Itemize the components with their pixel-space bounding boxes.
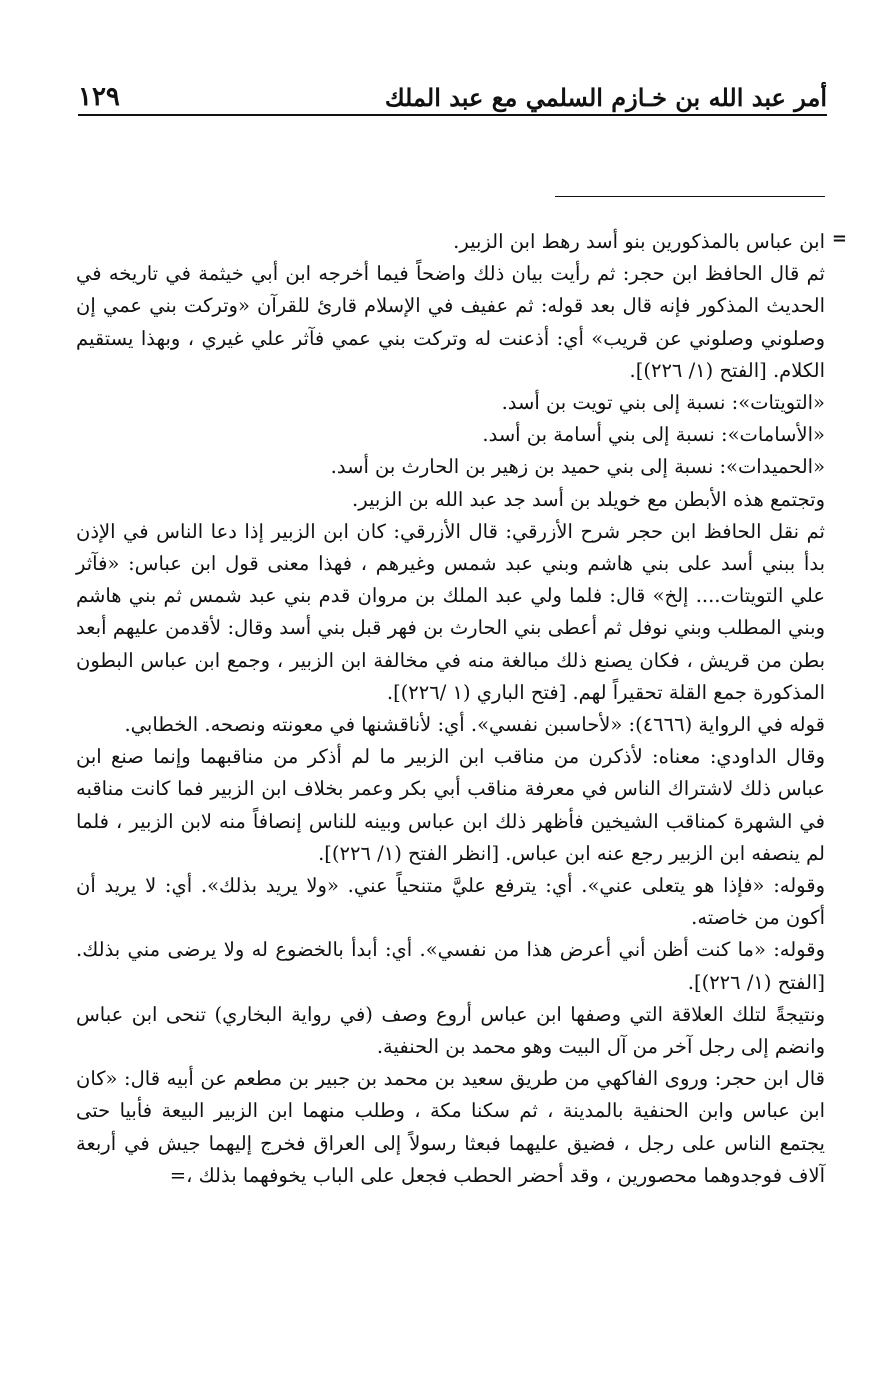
paragraph: وتجتمع هذه الأبطن مع خويلد بن أسد جد عبد الله بن الزبير. <box>352 487 825 511</box>
paragraph: ثم قال الحافظ ابن حجر: ثم رأيت بيان ذلك واضحاً فيما أخرجه ابن أبي خيثمة في تاريخه في الحديث المذكور فإنه قال بعد قوله: ثم عفيف في الإسلام قارئ للقرآن «وتركت بني عمي إن وصلوني وصلوني عن قريب» أي: أذعنت له وتركت بني عمي فآثر علي غيري ، وبهذا يستقيم الكلام. [الفتح (١/ ٢٢٦)]. <box>76 262 825 382</box>
paragraph: «الحميدات»: نسبة إلى بني حميد بن زهير بن الحارث بن أسد. <box>330 455 825 479</box>
paragraph: «التويتات»: نسبة إلى بني تويت بن أسد. <box>501 391 825 415</box>
page-number: ١٢٩ <box>78 82 120 112</box>
paragraph: وقوله: «فإذا هو يتعلى عني». أي: يترفع عليَّ متنحياً عني. «ولا يريد بذلك». أي: لا يريد أن أكون من خاصته. <box>76 874 825 930</box>
page-header <box>78 76 827 116</box>
paragraph: «الأسامات»: نسبة إلى بني أسامة بن أسد. <box>482 423 825 447</box>
continuation-mark: = <box>831 228 847 249</box>
paragraph: قوله في الرواية (٤٦٦٦): «لأحاسبن نفسي». أي: لأناقشنها في معونته ونصحه. الخطابي. <box>124 713 825 737</box>
paragraph: ابن عباس بالمذكورين بنو أسد رهط ابن الزبير. <box>453 230 825 253</box>
paragraph: ثم نقل الحافظ ابن حجر شرح الأزرقي: قال الأزرقي: كان ابن الزبير إذا دعا الناس في الإذن بدأ ببني أسد على بني هاشم وبني عبد شمس وغيرهم ، فهذا معنى قول ابن عباس: «فآثر علي التويتات.... إلخ» قال: فلما ولي عبد الملك بن مروان قدم بني عبد شمس ثم بني هاشم وبني المطلب وبني نوفل ثم أعطى بني الحارث بن فهر قبل بني أسد وقال: لأقدمن عليهم أبعد بطن من قريش ، فكان يصنع ذلك مبالغة منه في مخالفة ابن الزبير ، وجمع ابن عباس البطون المذكورة جمع القلة تحقيراً لهم. [فتح الباري (١ /٢٢٦)]. <box>76 519 825 704</box>
paragraph: قال ابن حجر: وروى الفاكهي من طريق سعيد بن محمد بن جبير بن مطعم عن أبيه قال: «كان ابن عباس وابن الحنفية بالمدينة ، ثم سكنا مكة ، وطلب منهما ابن الزبير البيعة فأبيا حتى يجتمع الناس على رجل ، فضيق عليهما فبعثا رسولاً إلى العراق فخرج إليهما جيش في أربعة آلاف فوجدوهما محصورين ، وقد أحضر الحطب فجعل على الباب يخوفهما بذلك ،= <box>76 1067 825 1187</box>
paragraph: وقال الداودي: معناه: لأذكرن من مناقب ابن الزبير ما لم أذكر من مناقبهما وإنما صنع ابن عباس ذلك لاشتراك الناس في معرفة مناقب أبي بكر وعمر بخلاف ابن الزبير فما كانت مناقبه في الشهرة كمناقب الشيخين فأظهر ذلك ابن عباس وبينه للناس إنصافاً منه لابن الزبير ، فلما لم ينصفه ابن الزبير رجع عنه ابن عباس. [انظر الفتح (١/ ٢٢٦)]. <box>76 745 825 865</box>
paragraph: وقوله: «ما كنت أظن أني أعرض هذا من نفسي». أي: أبدأ بالخضوع له ولا يرضى مني بذلك. [الفتح (١/ ٢٢٦)]. <box>76 938 825 994</box>
paragraph: ونتيجةً لتلك العلاقة التي وصفها ابن عباس أروع وصف (في رواية البخاري) تنحى ابن عباس وانضم إلى رجل آخر من آل البيت وهو محمد بن الحنفية. <box>76 1002 825 1059</box>
running-title: أمر عبد الله بن خـازم السلمي مع عبد الملك <box>384 83 827 112</box>
footnote-separator <box>555 196 825 197</box>
footnote-body <box>76 226 825 1192</box>
